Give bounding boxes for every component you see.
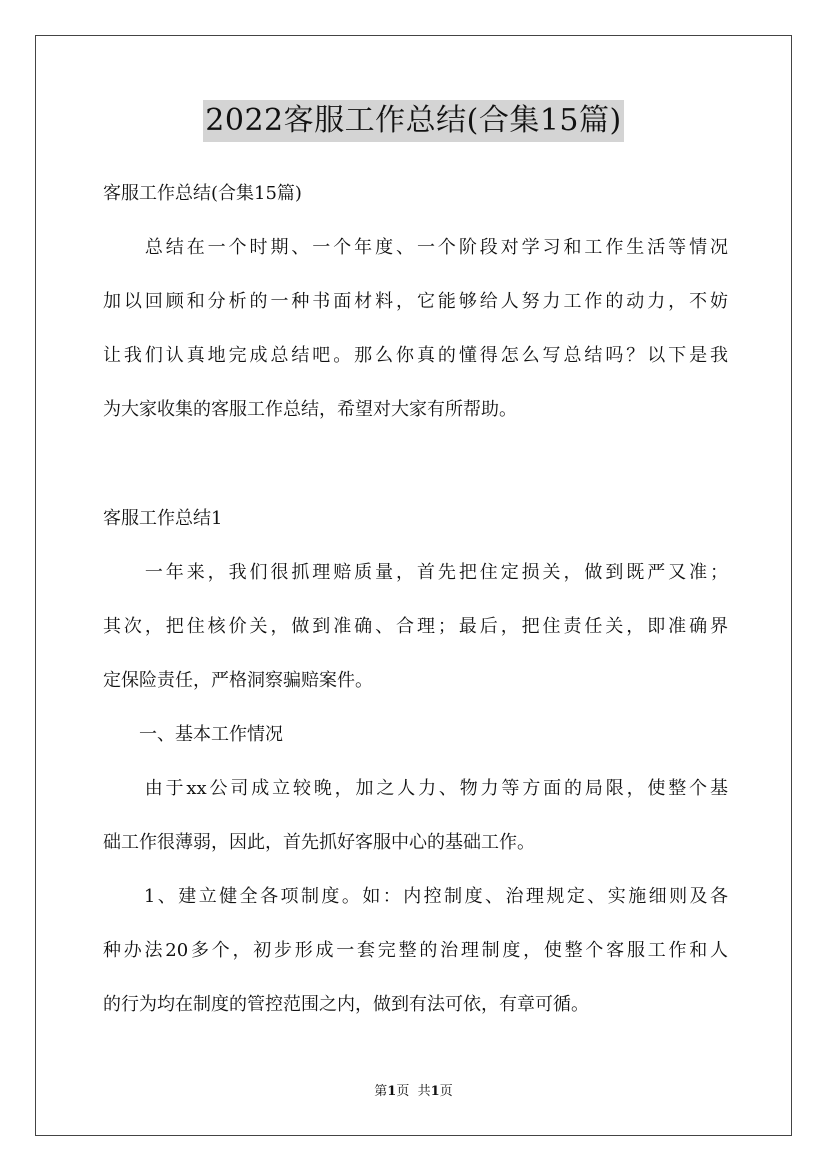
document-subtitle: 客服工作总结(合集15篇) [103, 183, 302, 204]
footer-total-suffix: 页 [439, 1084, 453, 1099]
para1-line-2: 其次，把住核价关，做到准确、合理；最后，把住责任关，即准确界 [103, 616, 728, 637]
title-container [0, 100, 827, 142]
document-title: 2022客服工作总结(合集15篇) [203, 100, 623, 142]
footer-page-suffix: 页 [396, 1084, 410, 1099]
para3-line-3: 的行为均在制度的管控范围之内，做到有法可依，有章可循。 [103, 994, 589, 1015]
section-heading: 客服工作总结1 [103, 508, 223, 529]
para1-line-3: 定保险责任，严格洞察骗赔案件。 [103, 670, 373, 691]
intro-line-4: 为大家收集的客服工作总结，希望对大家有所帮助。 [103, 399, 517, 420]
subheading-basic-work: 一、基本工作情况 [103, 724, 283, 745]
footer-page-number: 1 [387, 1084, 397, 1099]
para3-line-2: 种办法20多个，初步形成一套完整的治理制度，使整个客服工作和人 [103, 940, 728, 961]
intro-line-3: 让我们认真地完成总结吧。那么你真的懂得怎么写总结吗？以下是我 [103, 345, 728, 366]
para1-line-1: 一年来，我们很抓理赔质量，首先把住定损关，做到既严又准； [103, 562, 728, 583]
intro-line-1: 总结在一个时期、一个年度、一个阶段对学习和工作生活等情况 [103, 237, 728, 258]
page-footer [0, 1083, 827, 1101]
footer-page-prefix: 第 [374, 1084, 388, 1099]
intro-line-2: 加以回顾和分析的一种书面材料，它能够给人努力工作的动力，不妨 [103, 291, 728, 312]
para2-line-2: 础工作很薄弱，因此，首先抓好客服中心的基础工作。 [103, 832, 535, 853]
footer-total-number: 1 [430, 1084, 440, 1099]
para2-line-1: 由于xx公司成立较晚，加之人力、物力等方面的局限，使整个基 [103, 778, 728, 799]
footer-total-prefix: 共 [417, 1084, 431, 1099]
para3-line-1: 1、建立健全各项制度。如：内控制度、治理规定、实施细则及各 [103, 886, 728, 907]
